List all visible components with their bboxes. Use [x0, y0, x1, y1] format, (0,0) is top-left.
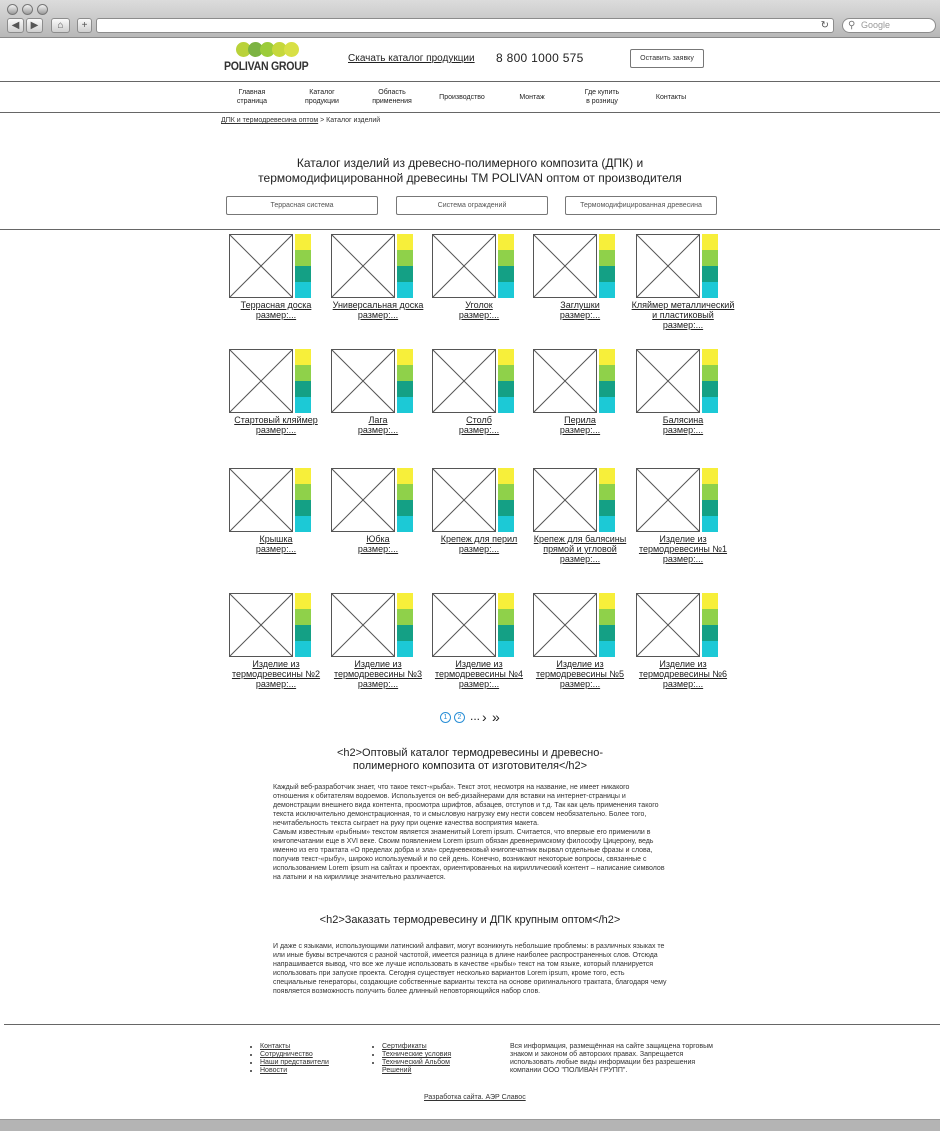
color-swatch[interactable] [702, 365, 718, 381]
color-swatch[interactable] [397, 397, 413, 413]
footer-link[interactable]: • Контакты [260, 1043, 329, 1051]
product-name-link[interactable]: Изделие из термодревесины №2 размер:... [231, 659, 321, 689]
color-swatch[interactable] [295, 609, 311, 625]
footer-links-col1 [252, 1043, 329, 1075]
product-image-placeholder[interactable] [331, 234, 395, 298]
request-button[interactable]: Оставить заявку [630, 49, 704, 68]
placeholder-cross-icon [534, 469, 596, 531]
color-swatch[interactable] [702, 625, 718, 641]
color-swatch[interactable] [498, 625, 514, 641]
home-button[interactable]: ⌂ [51, 18, 70, 33]
product-card[interactable] [529, 234, 639, 334]
color-swatch[interactable] [397, 625, 413, 641]
page-2-button[interactable]: 2 [454, 712, 465, 723]
breadcrumb [221, 117, 380, 124]
placeholder-cross-icon [433, 350, 495, 412]
color-swatch[interactable] [498, 593, 514, 609]
color-swatch[interactable] [397, 381, 413, 397]
color-swatch[interactable] [498, 609, 514, 625]
logo-circle-icon [284, 42, 299, 57]
product-card[interactable] [529, 468, 639, 568]
color-swatch[interactable] [599, 484, 615, 500]
product-name-link[interactable]: Изделие из термодревесины №4 размер:... [434, 659, 524, 689]
color-swatch[interactable] [295, 516, 311, 532]
product-card[interactable] [225, 593, 335, 693]
product-card[interactable] [529, 349, 639, 449]
placeholder-cross-icon [332, 469, 394, 531]
placeholder-cross-icon [332, 594, 394, 656]
color-swatch[interactable] [295, 641, 311, 657]
product-name-link[interactable]: Универсальная доска размер:... [332, 300, 424, 320]
color-swatch[interactable] [599, 609, 615, 625]
product-name-link[interactable]: Изделие из термодревесины №6 размер:... [638, 659, 728, 689]
color-swatch[interactable] [498, 468, 514, 484]
color-swatch[interactable] [702, 609, 718, 625]
color-swatch[interactable] [599, 282, 615, 298]
product-card[interactable] [225, 234, 335, 334]
color-swatch[interactable] [498, 516, 514, 532]
product-card[interactable] [327, 593, 437, 693]
product-image-placeholder[interactable] [533, 593, 597, 657]
color-swatch[interactable] [702, 593, 718, 609]
footer-link[interactable]: • Технические условия [382, 1051, 460, 1059]
footer-link[interactable]: • Новости [260, 1067, 329, 1075]
product-card[interactable] [428, 593, 538, 693]
breadcrumb-current: Каталог изделий [326, 117, 381, 124]
page-1-button[interactable]: 1 [440, 712, 451, 723]
color-swatch[interactable] [702, 484, 718, 500]
product-card[interactable] [529, 593, 639, 693]
color-swatch[interactable] [599, 349, 615, 365]
product-image-placeholder[interactable] [331, 349, 395, 413]
footer-link[interactable]: • Сотрудничество [260, 1051, 329, 1059]
product-card[interactable] [428, 468, 538, 568]
placeholder-cross-icon [637, 594, 699, 656]
next-page-button[interactable]: › [482, 709, 487, 725]
product-image-placeholder[interactable] [636, 468, 700, 532]
product-image-placeholder[interactable] [533, 234, 597, 298]
color-swatch[interactable] [599, 381, 615, 397]
product-image-placeholder[interactable] [432, 349, 496, 413]
color-swatch[interactable] [498, 381, 514, 397]
color-swatch[interactable] [397, 641, 413, 657]
product-name-link[interactable]: Крепеж для балясины прямой и угловой размер:... [533, 534, 627, 564]
product-image-placeholder[interactable] [636, 593, 700, 657]
product-name-link[interactable]: Стартовый кляймер размер:... [234, 415, 318, 435]
product-card[interactable] [327, 349, 437, 449]
product-card[interactable] [632, 349, 742, 449]
logo-text: POLIVAN GROUP [224, 59, 309, 73]
product-image-placeholder[interactable] [533, 468, 597, 532]
address-bar[interactable] [96, 18, 834, 33]
placeholder-cross-icon [637, 469, 699, 531]
search-icon: ⚲ [848, 20, 856, 31]
color-swatch[interactable] [498, 365, 514, 381]
product-card[interactable] [632, 593, 742, 693]
product-image-placeholder[interactable] [229, 593, 293, 657]
footer-links-col2 [374, 1043, 460, 1075]
color-swatch[interactable] [702, 381, 718, 397]
color-swatch[interactable] [397, 609, 413, 625]
order-heading: <h2>Заказать термодревесину и ДПК крупным оптом</h2> [319, 914, 621, 926]
color-swatch[interactable] [295, 625, 311, 641]
main-nav [0, 83, 940, 113]
download-catalog-link[interactable]: Скачать каталог продукции [348, 53, 475, 64]
breadcrumb-link[interactable]: ДПК и термодревесина оптом [221, 117, 319, 124]
product-image-placeholder[interactable] [331, 468, 395, 532]
color-swatch[interactable] [295, 234, 311, 250]
product-image-placeholder[interactable] [229, 468, 293, 532]
placeholder-cross-icon [433, 594, 495, 656]
product-name-link[interactable]: Заглушки размер:... [559, 300, 601, 320]
nav-item-installation[interactable]: Монтаж [519, 94, 545, 101]
color-swatch[interactable] [397, 282, 413, 298]
placeholder-cross-icon [332, 235, 394, 297]
color-swatch[interactable] [397, 593, 413, 609]
reload-icon[interactable]: ↻ [820, 20, 829, 31]
placeholder-cross-icon [534, 235, 596, 297]
footer-link[interactable]: • Наши представители [260, 1059, 329, 1067]
color-swatch[interactable] [397, 500, 413, 516]
color-swatch[interactable] [397, 365, 413, 381]
maximize-window-icon[interactable] [37, 4, 48, 15]
color-swatch[interactable] [702, 516, 718, 532]
product-card[interactable] [428, 349, 538, 449]
fence-system-button[interactable]: Система ограждений [396, 196, 548, 215]
site-header [0, 39, 940, 82]
nav-item-where-to-buy[interactable]: Где купить в розницу [584, 89, 620, 105]
placeholder-cross-icon [230, 594, 292, 656]
product-name-link[interactable]: Изделие из термодревесины №3 размер:... [333, 659, 423, 689]
color-swatch[interactable] [599, 593, 615, 609]
divider [0, 229, 940, 230]
product-image-placeholder[interactable] [432, 593, 496, 657]
color-swatch[interactable] [702, 500, 718, 516]
color-swatch[interactable] [599, 641, 615, 657]
color-swatch[interactable] [702, 641, 718, 657]
placeholder-cross-icon [433, 235, 495, 297]
product-card[interactable] [632, 234, 742, 334]
product-image-placeholder[interactable] [229, 234, 293, 298]
color-swatch[interactable] [295, 593, 311, 609]
color-swatch[interactable] [498, 641, 514, 657]
product-name-link[interactable]: Крепеж для перил размер:... [440, 534, 518, 554]
color-swatch[interactable] [702, 349, 718, 365]
forward-button[interactable]: ▶ [26, 18, 43, 33]
placeholder-cross-icon [433, 469, 495, 531]
placeholder-cross-icon [637, 350, 699, 412]
color-swatch[interactable] [295, 381, 311, 397]
color-swatch[interactable] [295, 397, 311, 413]
color-swatch[interactable] [498, 250, 514, 266]
color-swatch[interactable] [498, 484, 514, 500]
section-text: Каждый веб-разработчик знает, что такое текст-«рыба». Текст этот, несмотря на название, не имеет никакого отношения к обитателям водоемов. Используется он веб-дизайнерами для вставки на интернет-страницы и демонстрации внешнего вида контента, просмотра шрифтов, абзацев, отступов и т.д. Так как цель применения такого текста исключительно демонстрационная, то и смысловую нагрузку ему нести совсем необязательно. Более того, нечитабельность текста сыграет на руку при оценке качества восприятия макета. Самым известным «рыбным» текстом является знаменитый Lorem ipsum. Считается, что впервые его применили в книгопечатании еще в XVI веке. Своим появлением Lorem ipsum обязан древнеримскому философу Цицерону, ведь именно из его трактата «О пределах добра и зла» средневековый книгопечатник вырвал отдельные фразы и слова, получив текст-«рыбу», широко используемый и по сей день. Конечно, возникают некоторые вопросы, связанные с использованием Lorem ipsum на сайтах и проектах, ориентированных на кириллический контент – написание символов на латыни и на кириллице значительно различается. [273, 784, 665, 881]
last-page-button[interactable]: » [492, 709, 500, 725]
product-image-placeholder[interactable] [636, 349, 700, 413]
nav-item-contacts[interactable]: Контакты [655, 94, 687, 101]
add-tab-button[interactable]: + [77, 18, 92, 33]
product-name-link[interactable]: Террасная доска размер:... [240, 300, 312, 320]
color-swatch[interactable] [702, 468, 718, 484]
logo[interactable] [224, 42, 314, 76]
product-image-placeholder[interactable] [636, 234, 700, 298]
color-swatch[interactable] [599, 500, 615, 516]
color-swatch[interactable] [498, 234, 514, 250]
product-name-link[interactable]: Изделие из термодревесины №1 размер:... [638, 534, 728, 564]
color-swatch[interactable] [498, 266, 514, 282]
product-name-link[interactable]: Уголок размер:... [458, 300, 500, 320]
placeholder-cross-icon [637, 235, 699, 297]
color-swatch[interactable] [599, 397, 615, 413]
product-card[interactable] [225, 468, 335, 568]
product-name-link[interactable]: Балясина размер:... [662, 415, 704, 435]
product-image-placeholder[interactable] [229, 349, 293, 413]
color-swatch[interactable] [498, 282, 514, 298]
product-name-link[interactable]: Крышка размер:... [255, 534, 297, 554]
color-swatch[interactable] [498, 397, 514, 413]
color-swatch[interactable] [702, 234, 718, 250]
placeholder-cross-icon [534, 350, 596, 412]
color-swatch[interactable] [599, 625, 615, 641]
color-swatch[interactable] [498, 500, 514, 516]
developer-link[interactable]: Разработка сайта. АЭР Славос [424, 1094, 526, 1101]
color-swatch[interactable] [295, 484, 311, 500]
product-card[interactable] [327, 234, 437, 334]
product-image-placeholder[interactable] [432, 468, 496, 532]
product-image-placeholder[interactable] [331, 593, 395, 657]
nav-item-home[interactable]: Главная страница [236, 89, 268, 105]
terrace-system-button[interactable]: Террасная система [226, 196, 378, 215]
color-swatch[interactable] [702, 397, 718, 413]
color-swatch[interactable] [599, 250, 615, 266]
product-name-link[interactable]: Столб размер:... [458, 415, 500, 435]
thermowood-button[interactable]: Термомодифицированная древесина [565, 196, 717, 215]
placeholder-cross-icon [230, 235, 292, 297]
product-card[interactable] [327, 468, 437, 568]
search-input[interactable] [842, 18, 936, 33]
color-swatch[interactable] [599, 266, 615, 282]
placeholder-cross-icon [230, 469, 292, 531]
placeholder-cross-icon [230, 350, 292, 412]
placeholder-cross-icon [332, 350, 394, 412]
color-swatch[interactable] [702, 282, 718, 298]
browser-toolbar [0, 0, 940, 38]
color-swatch[interactable] [295, 349, 311, 365]
color-swatch[interactable] [397, 234, 413, 250]
color-swatch[interactable] [397, 266, 413, 282]
color-swatch[interactable] [397, 468, 413, 484]
copyright-note: Вся информация, размещённая на сайте защищена торговым знаком и законом об авторских правах. Запрещается использовать любые виды информации без разрешения компании ООО "ПОЛИВАН ГРУПП". [510, 1043, 713, 1074]
footer-link[interactable]: • Технический Альбом Решений [382, 1059, 460, 1075]
product-name-link[interactable]: Перила размер:... [559, 415, 601, 435]
footer-divider [4, 1024, 940, 1025]
product-name-link[interactable]: Кляймер металлический и пластиковый размер:... [631, 300, 735, 330]
color-swatch[interactable] [397, 484, 413, 500]
nav-item-production[interactable]: Производство [439, 94, 485, 101]
search-placeholder: Google [861, 20, 891, 30]
color-swatch[interactable] [295, 365, 311, 381]
back-button[interactable]: ◀ [7, 18, 24, 33]
color-swatch[interactable] [295, 250, 311, 266]
product-image-placeholder[interactable] [533, 349, 597, 413]
pagination [440, 709, 520, 726]
color-swatch[interactable] [599, 234, 615, 250]
color-swatch[interactable] [397, 250, 413, 266]
color-swatch[interactable] [599, 516, 615, 532]
product-card[interactable] [632, 468, 742, 568]
order-text: И даже с языками, использующими латинский алфавит, могут возникнуть небольшие проблемы: в различных языках те или иные буквы встречаются с разной частотой, имеется разница в длине наиболее распространенных слов. Отсюда напрашивается вывод, что все же лучше использовать в качестве «рыбы» текст на том языке, который планируется использовать при запуске проекта. Сегодня существует несколько вариантов Lorem ipsum, кроме того, есть специальные генераторы, создающие собственные варианты текста на основе оригинального трактата, благодаря чему появляется возможность получить более длинный неповторяющийся набор слов. [273, 943, 667, 995]
color-swatch[interactable] [397, 516, 413, 532]
color-swatch[interactable] [295, 266, 311, 282]
color-swatch[interactable] [702, 250, 718, 266]
product-card[interactable] [225, 349, 335, 449]
browser-bottom-bar [0, 1119, 940, 1131]
color-swatch[interactable] [702, 266, 718, 282]
close-window-icon[interactable] [7, 4, 18, 15]
color-swatch[interactable] [599, 468, 615, 484]
product-name-link[interactable]: Лага размер:... [357, 415, 399, 435]
color-swatch[interactable] [295, 468, 311, 484]
footer-link[interactable]: • Сертификаты [382, 1043, 460, 1051]
product-name-link[interactable]: Изделие из термодревесины №5 размер:... [535, 659, 625, 689]
placeholder-cross-icon [534, 594, 596, 656]
product-image-placeholder[interactable] [432, 234, 496, 298]
pagination-ellipsis: ... [470, 709, 481, 723]
color-swatch[interactable] [498, 349, 514, 365]
product-card[interactable] [428, 234, 538, 334]
breadcrumb-separator: > [320, 117, 325, 124]
phone-number: 8 800 1000 575 [496, 51, 584, 65]
color-swatch[interactable] [599, 365, 615, 381]
section-heading: <h2>Оптовый каталог термодревесины и древесно- полимерного композита от изготовителя</h2> [336, 747, 604, 772]
page-title: Каталог изделий из древесно-полимерного композита (ДПК) и термомодифицированной древесины ТМ POLIVAN оптом от производителя [258, 156, 682, 185]
nav-item-catalog[interactable]: Каталог продукции [305, 89, 339, 105]
nav-item-application[interactable]: Область применения [372, 89, 412, 105]
product-name-link[interactable]: Юбка размер:... [357, 534, 399, 554]
color-swatch[interactable] [295, 282, 311, 298]
color-swatch[interactable] [295, 500, 311, 516]
minimize-window-icon[interactable] [22, 4, 33, 15]
color-swatch[interactable] [397, 349, 413, 365]
